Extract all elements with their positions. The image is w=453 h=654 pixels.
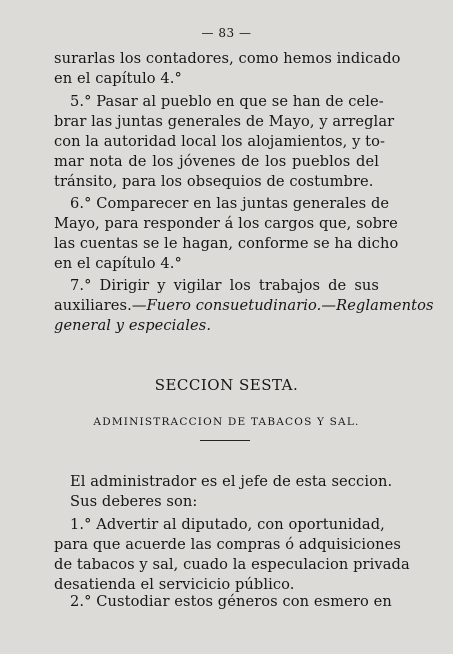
text-line: Mayo, para responder á los cargos que, sobre	[54, 215, 398, 232]
text-line: las cuentas se le hagan, conforme se ha dicho	[54, 235, 399, 252]
citation-italic: general y especiales.	[54, 317, 212, 334]
section-heading: SECCION SESTA.	[154, 376, 299, 394]
section-subheading: ADMINISTRACCION DE TABACOS Y SAL.	[93, 416, 360, 428]
text-line: 7.° Dirigir y vigilar los trabajos de sus	[70, 277, 379, 294]
text-line: surarlas los contadores, como hemos indicado	[54, 50, 401, 67]
text-line: tránsito, para los obsequios de costumbre.	[54, 173, 374, 190]
citation-italic: Fuero consuetudinario.—Reglamentos	[146, 297, 434, 314]
text-line: mar nota de los jóvenes de los pueblos del	[54, 153, 379, 170]
text-line	[54, 316, 379, 336]
text-line: 2.° Custodiar estos géneros con esmero en	[70, 593, 392, 610]
text-line: 5.° Pasar al pueblo en que se han de cele-	[70, 93, 384, 110]
text-line: en el capítulo 4.°	[54, 70, 182, 87]
text-line: en el capítulo 4.°	[54, 255, 182, 272]
text-line: 1.° Advertir al diputado, con oportunidad,	[70, 516, 385, 533]
text-line: 6.° Comparecer en las juntas generales de	[70, 195, 390, 212]
text-line: de tabacos y sal, cuado la especulacion privada	[54, 556, 410, 573]
text-line: Sus deberes son:	[70, 493, 198, 510]
text-line: con la autoridad local los alojamientos, y to-	[54, 133, 386, 150]
divider-rule	[200, 440, 250, 441]
text-run: auxiliares.—	[54, 297, 147, 314]
page-number: — 83 —	[201, 26, 252, 40]
text-line	[54, 296, 434, 316]
text-line: brar las juntas generales de Mayo, y arreglar	[54, 113, 395, 130]
text-line: desatienda el servicicio público.	[54, 576, 295, 593]
text-line: para que acuerde las compras ó adquisiciones	[54, 536, 401, 553]
text-line: El administrador es el jefe de esta seccion.	[70, 473, 393, 490]
